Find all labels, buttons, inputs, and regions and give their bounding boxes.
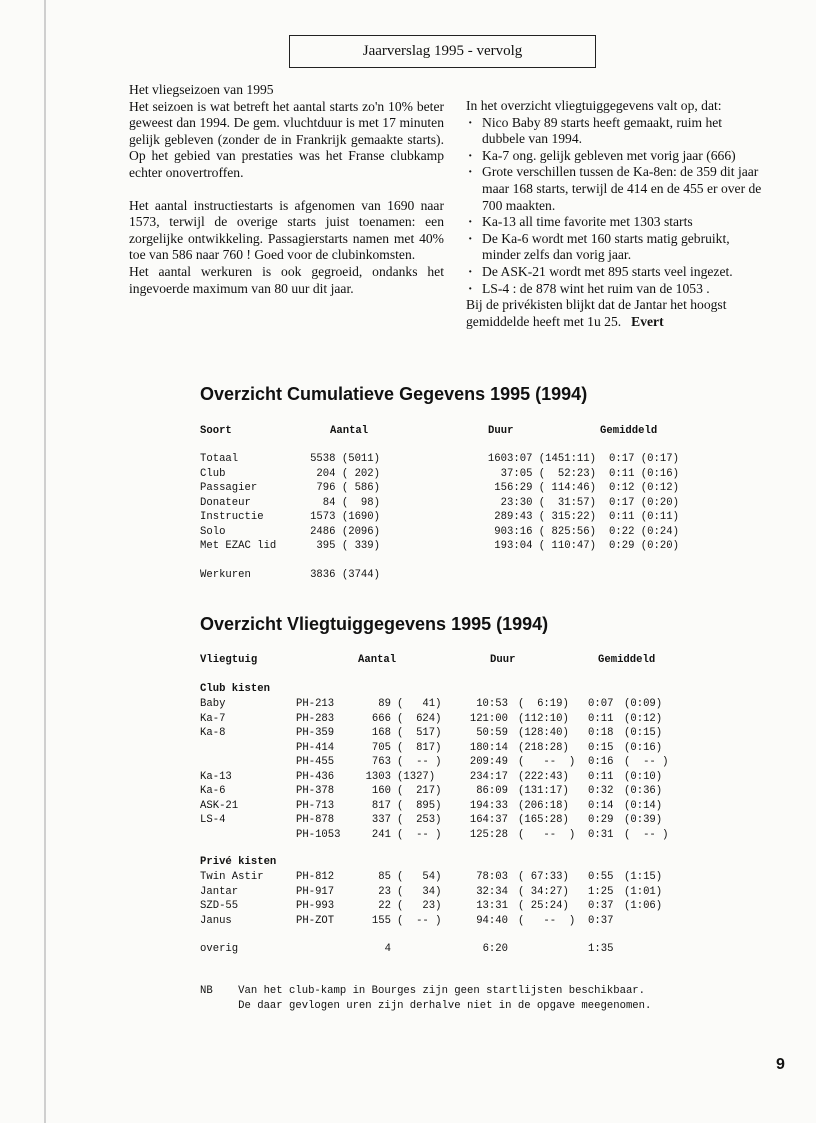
prev-count-cell: ( 41): [397, 698, 442, 710]
average-cell: 1:25: [588, 885, 614, 898]
count-cell: 241: [371, 828, 391, 841]
average-cell: 0:37: [588, 900, 614, 912]
prev-duration-cell: (128:40): [518, 727, 569, 739]
duration-cell: 13:31: [476, 900, 508, 912]
column-header: Gemiddeld: [598, 654, 656, 666]
paragraph-workhours: Het aantal werkuren is ook gegroeid, ondanks het ingevoerde maximum van 80 uur dit jaar.: [129, 263, 444, 296]
aircraft-type: SZD-55: [200, 900, 239, 912]
prev-count-cell: ( -- ): [397, 914, 442, 927]
prev-duration-cell: ( 25:24): [518, 900, 569, 912]
average-cell: 0:32: [588, 785, 614, 797]
average-cell: 0:29: [588, 814, 614, 826]
average-cell: 0:11: [588, 712, 614, 725]
average-cell: 0:55: [588, 871, 614, 883]
duration-cell: 156:29 ( 114:46): [494, 482, 596, 494]
count-cell: 85: [378, 871, 391, 883]
paragraph-instruction: Het aantal instructiestarts is afgenomen van 1690 naar 1573, terwijl de overige starts juist toenamen: een zorgelijke ontwikkeling. Passagierstarts namen met 40% toe van 586 naar 760 ! Goed voor de clubinkomsten.: [129, 197, 444, 263]
prev-average-cell: (0:09): [624, 698, 663, 710]
aircraft-type: Ka-13: [200, 770, 232, 783]
prev-duration-cell: ( -- ): [518, 828, 576, 841]
aircraft-type: LS-4: [200, 814, 226, 826]
duration-cell: 1603:07 (1451:11): [487, 453, 596, 465]
registration: PH-378: [296, 785, 335, 797]
duration-cell: 23:30 ( 31:57): [500, 496, 596, 509]
count-cell: 1573 (1690): [310, 511, 380, 523]
prev-count-cell: ( 34): [397, 885, 442, 898]
prev-average-cell: (0:36): [624, 785, 663, 797]
prev-count-cell: ( 217): [397, 785, 442, 797]
average-cell: 0:16: [588, 756, 614, 768]
average-cell: 0:15: [588, 741, 614, 754]
registration: PH-436: [296, 770, 335, 783]
count-cell: 1303: [365, 770, 391, 783]
section-title: Het vliegseizoen van 1995: [129, 82, 274, 97]
row-label: Met EZAC lid: [200, 540, 277, 552]
column-header: Duur: [490, 654, 516, 666]
count-cell: 763: [371, 756, 391, 768]
prev-count-cell: ( 23): [397, 900, 442, 912]
aircraft-table-title: Overzicht Vliegtuiggegevens 1995 (1994): [200, 614, 549, 634]
duration-cell: 194:33: [469, 799, 508, 812]
registration: PH-878: [296, 814, 335, 826]
duration-cell: 94:40: [476, 914, 508, 927]
row-label: Totaal: [200, 453, 239, 465]
aircraft-type: Baby: [200, 698, 226, 710]
row-label: overig: [200, 943, 239, 955]
average-cell: 0:31: [588, 828, 614, 841]
count-cell: 89: [378, 698, 391, 710]
prev-count-cell: ( 54): [397, 871, 442, 883]
prev-average-cell: (1:06): [624, 900, 663, 912]
duration-cell: 193:04 ( 110:47): [494, 540, 596, 552]
prev-average-cell: (0:10): [624, 770, 663, 783]
column-header: Gemiddeld: [600, 425, 658, 437]
registration: PH-812: [296, 871, 335, 883]
column-header: Duur: [488, 425, 514, 437]
prev-count-cell: ( 817): [397, 741, 442, 754]
page-header: Jaarverslag 1995 - vervolg: [289, 35, 596, 68]
duration-cell: 50:59: [476, 727, 508, 739]
aircraft-type: Twin Astir: [200, 871, 264, 883]
cumulative-table-title: Overzicht Cumulatieve Gegevens 1995 (1994): [200, 384, 588, 404]
prev-duration-cell: (206:18): [518, 799, 569, 812]
list-item: · LS-4 : de 878 wint het ruim van de 1053 .: [466, 281, 762, 298]
row-label: Instructie: [200, 511, 264, 523]
average-cell: 0:11 (0:16): [609, 467, 679, 480]
prev-count-cell: ( 253): [397, 814, 442, 826]
registration: PH-213: [296, 698, 335, 710]
closing-text: Bij de privékisten blijkt dat de Jantar het hoogst gemiddelde heeft met 1u 25.: [466, 297, 727, 329]
aircraft-type: Jantar: [200, 885, 239, 898]
average-cell: 0:14: [588, 799, 614, 812]
aircraft-type: Janus: [200, 914, 232, 927]
prev-duration-cell: ( 6:19): [518, 698, 569, 710]
list-item: · Nico Baby 89 starts heeft gemaakt, ruim het dubbele van 1994.: [466, 115, 762, 148]
list-item: · De Ka-6 wordt met 160 starts matig gebruikt, minder zelfs dan vorig jaar.: [466, 231, 762, 264]
registration: PH-917: [296, 885, 335, 898]
notes-list: [466, 115, 762, 298]
count-cell: 22: [378, 900, 391, 912]
group-title: Privé kisten: [200, 856, 277, 868]
aircraft-type: Ka-8: [200, 727, 226, 739]
count-cell: 5538 (5011): [310, 453, 380, 465]
prev-average-cell: ( -- ): [624, 828, 669, 841]
registration: PH-414: [296, 741, 335, 754]
footnote: NB Van het club-kamp in Bourges zijn geen startlijsten beschikbaar. De daar gevlogen uren zijn derhalve niet in de opgave meegenomen.: [200, 985, 652, 1012]
count-cell: 395 ( 339): [316, 540, 380, 552]
count-cell: 337: [371, 814, 391, 826]
registration: PH-359: [296, 727, 335, 739]
prev-average-cell: (0:14): [624, 799, 663, 812]
prev-count-cell: ( 624): [397, 712, 442, 725]
paragraph-starts: Het seizoen is wat betreft het aantal starts zo'n 10% beter geweest dan 1994. De gem. vluchtduur is met 17 minuten gelijk gebleven (zonder de in Frankrijk gemaakte starts). Op het gebied van prestaties was het Franse clubkamp echter onovertroffen.: [129, 98, 444, 180]
average-cell: 0:22 (0:24): [609, 525, 679, 538]
page-number: 9: [776, 1056, 785, 1073]
prev-average-cell: (0:39): [624, 814, 663, 826]
notes-intro: In het overzicht vliegtuiggegevens valt op, dat:: [466, 98, 722, 113]
average-cell: 0:18: [588, 727, 614, 739]
registration: PH-713: [296, 799, 335, 812]
duration-cell: 209:49: [469, 756, 508, 768]
average-cell: 0:37: [588, 914, 614, 927]
column-header: Soort: [200, 425, 232, 437]
count-cell: 168: [371, 727, 391, 739]
average-cell: 1:35: [588, 943, 614, 955]
row-label: Passagier: [200, 482, 258, 494]
group-title: Club kisten: [200, 683, 270, 695]
count-cell: 160: [371, 785, 391, 797]
registration: PH-ZOT: [296, 914, 335, 927]
count-cell: 3836 (3744): [310, 569, 380, 581]
prev-count-cell: ( -- ): [397, 828, 442, 841]
duration-cell: 234:17: [469, 770, 508, 783]
duration-cell: 37:05 ( 52:23): [500, 467, 596, 480]
aircraft-notes-column: [466, 98, 762, 330]
average-cell: 0:29 (0:20): [609, 540, 679, 552]
prev-count-cell: (1327): [397, 770, 436, 783]
duration-cell: 32:34: [476, 885, 508, 898]
notes-closing: [466, 297, 762, 330]
prev-duration-cell: (112:10): [518, 712, 569, 725]
count-cell: 23: [378, 885, 391, 898]
average-cell: 0:11 (0:11): [609, 511, 679, 523]
prev-count-cell: ( 517): [397, 727, 442, 739]
prev-count-cell: ( -- ): [397, 756, 442, 768]
prev-duration-cell: ( 34:27): [518, 885, 569, 898]
duration-cell: 164:37: [469, 814, 508, 826]
duration-cell: 78:03: [476, 871, 508, 883]
prev-average-cell: (0:12): [624, 712, 663, 725]
aircraft-type: Ka-6: [200, 785, 226, 797]
registration: PH-1053: [296, 828, 341, 841]
registration: PH-993: [296, 900, 335, 912]
average-cell: 0:12 (0:12): [609, 482, 679, 494]
duration-cell: 121:00: [469, 712, 508, 725]
average-cell: 0:17 (0:17): [609, 453, 679, 465]
average-cell: 0:07: [588, 698, 614, 710]
count-cell: 84 ( 98): [322, 496, 380, 509]
count-cell: 204 ( 202): [316, 467, 380, 480]
duration-cell: 903:16 ( 825:56): [494, 525, 596, 538]
prev-average-cell: (0:16): [624, 741, 663, 754]
row-label: Club: [200, 467, 226, 480]
count-cell: 817: [371, 799, 391, 812]
duration-cell: 86:09: [476, 785, 508, 797]
prev-duration-cell: (222:43): [518, 770, 569, 783]
row-label: Solo: [200, 525, 226, 538]
column-header: Vliegtuig: [200, 654, 258, 666]
count-cell: 2486 (2096): [310, 525, 380, 538]
prev-count-cell: ( 895): [397, 799, 442, 812]
duration-cell: 289:43 ( 315:22): [494, 511, 596, 523]
prev-duration-cell: ( -- ): [518, 914, 576, 927]
prev-duration-cell: (165:28): [518, 814, 569, 826]
row-label: Donateur: [200, 496, 251, 509]
count-cell: 155: [371, 914, 391, 927]
count-cell: 666: [371, 712, 391, 725]
row-label: Werkuren: [200, 569, 251, 581]
prev-average-cell: (1:01): [624, 885, 663, 898]
page-binding-edge: [44, 0, 46, 1123]
prev-duration-cell: (218:28): [518, 741, 569, 754]
average-cell: 0:17 (0:20): [609, 496, 679, 509]
column-header: Aantal: [330, 425, 369, 437]
count-cell: 705: [371, 741, 391, 754]
prev-average-cell: (0:15): [624, 727, 663, 739]
aircraft-type: ASK-21: [200, 799, 239, 812]
count-cell: 796 ( 586): [316, 482, 380, 494]
duration-cell: 125:28: [469, 828, 508, 841]
average-cell: 0:11: [588, 770, 614, 783]
list-item: · Grote verschillen tussen de Ka-8en: de 359 dit jaar maar 168 starts, terwijl de 414 en de 455 er over de 700 maakten.: [466, 164, 762, 214]
count-cell: 4: [384, 943, 391, 955]
prev-duration-cell: (131:17): [518, 785, 569, 797]
season-column: [129, 82, 444, 297]
author-name: Evert: [631, 313, 664, 329]
duration-cell: 180:14: [469, 741, 508, 754]
prev-average-cell: ( -- ): [624, 756, 669, 768]
column-header: Aantal: [358, 654, 397, 666]
registration: PH-283: [296, 712, 335, 725]
prev-duration-cell: ( -- ): [518, 756, 576, 768]
duration-cell: 6:20: [482, 943, 508, 955]
list-item: · Ka-13 all time favorite met 1303 starts: [466, 214, 762, 231]
prev-duration-cell: ( 67:33): [518, 871, 569, 883]
registration: PH-455: [296, 756, 335, 768]
aircraft-type: Ka-7: [200, 712, 226, 725]
duration-cell: 10:53: [476, 698, 508, 710]
prev-average-cell: (1:15): [624, 871, 663, 883]
list-item: · De ASK-21 wordt met 895 starts veel ingezet.: [466, 264, 762, 281]
list-item: · Ka-7 ong. gelijk gebleven met vorig jaar (666): [466, 148, 762, 165]
